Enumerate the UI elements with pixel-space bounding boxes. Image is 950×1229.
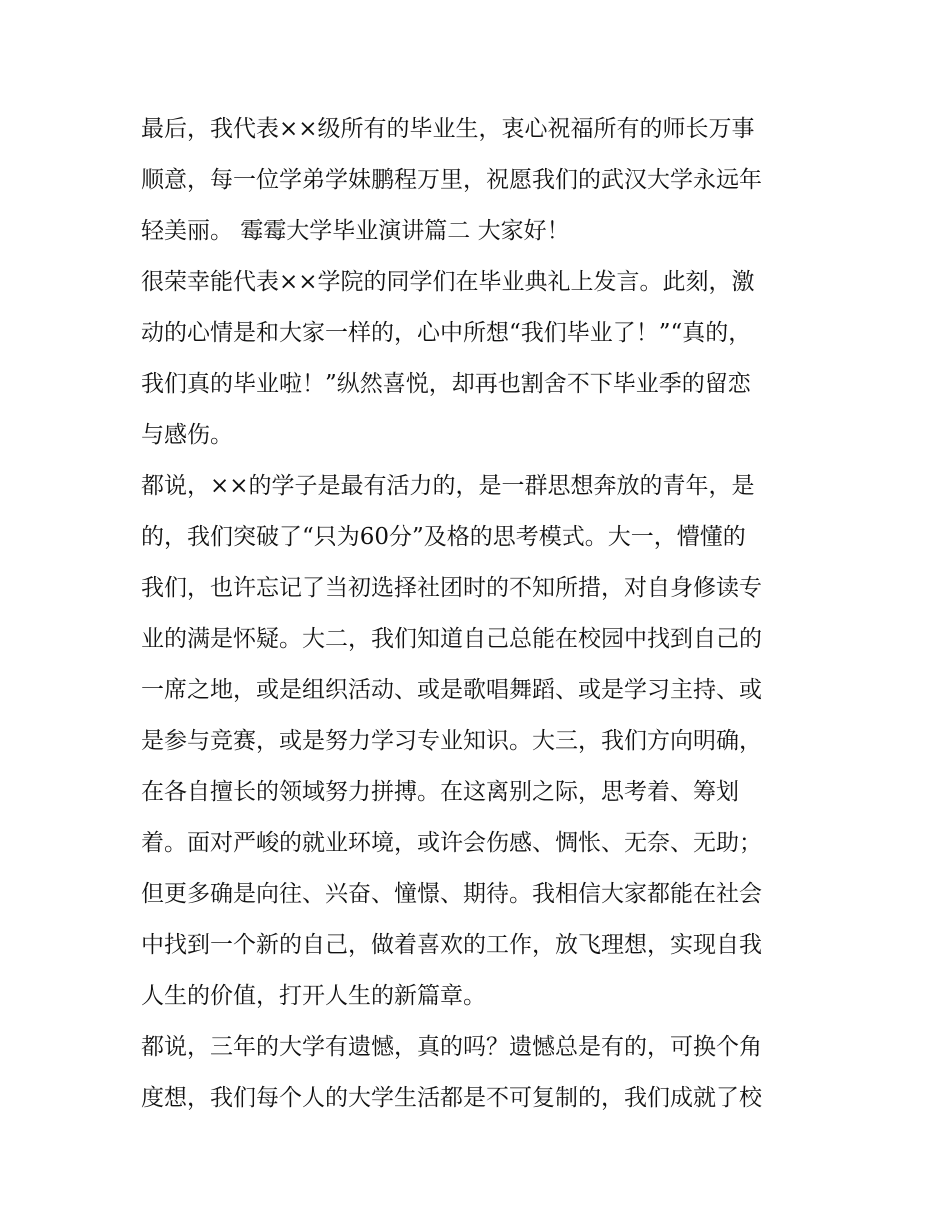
text-line: 业的满是怀疑。大二，我们知道自己总能在校园中找到自己的 bbox=[141, 626, 762, 652]
text-line: 都说，三年的大学有遗憾，真的吗？遗憾总是有的，可换个角 bbox=[141, 1034, 762, 1060]
text-line: 顺意，每一位学弟学妹鹏程万里，祝愿我们的武汉大学永远年 bbox=[141, 167, 762, 193]
text-line: 着。面对严峻的就业环境，或许会伤感、惆怅、无奈、无助； bbox=[141, 830, 762, 856]
text-line: 最后，我代表××级所有的毕业生，衷心祝福所有的师长万事 bbox=[141, 116, 755, 142]
text-line: 一席之地，或是组织活动、或是歌唱舞蹈、或是学习主持、或 bbox=[141, 677, 762, 703]
text-line: 我们真的毕业啦！”纵然喜悦，却再也割舍不下毕业季的留恋 bbox=[141, 371, 751, 397]
text-line: 都说，××的学子是最有活力的，是一群思想奔放的青年，是 bbox=[141, 473, 755, 499]
text-line: 轻美丽。 霉霉大学毕业演讲篇二 大家好！ bbox=[141, 218, 570, 244]
text-line: 但更多确是向往、兴奋、憧憬、期待。我相信大家都能在社会 bbox=[141, 881, 762, 907]
text-line: 与感伤。 bbox=[141, 422, 233, 448]
text-line: 人生的价值，打开人生的新篇章。 bbox=[141, 983, 486, 1009]
text-line: 是参与竞赛，或是努力学习专业知识。大三，我们方向明确， bbox=[141, 728, 762, 754]
text-line: 度想，我们每个人的大学生活都是不可复制的，我们成就了校 bbox=[141, 1085, 762, 1111]
text-line: 动的心情是和大家一样的，心中所想“我们毕业了！”“真的， bbox=[141, 320, 752, 346]
text-line: 我们，也许忘记了当初选择社团时的不知所措，对自身修读专 bbox=[141, 575, 762, 601]
text-line: 中找到一个新的自己，做着喜欢的工作，放飞理想，实现自我 bbox=[141, 932, 762, 958]
text-line: 在各自擅长的领域努力拼搏。在这离别之际，思考着、筹划 bbox=[141, 779, 739, 805]
text-line: 的，我们突破了“只为60分”及格的思考模式。大一，懵懂的 bbox=[141, 524, 746, 550]
text-line: 很荣幸能代表××学院的同学们在毕业典礼上发言。此刻，激 bbox=[141, 269, 755, 295]
